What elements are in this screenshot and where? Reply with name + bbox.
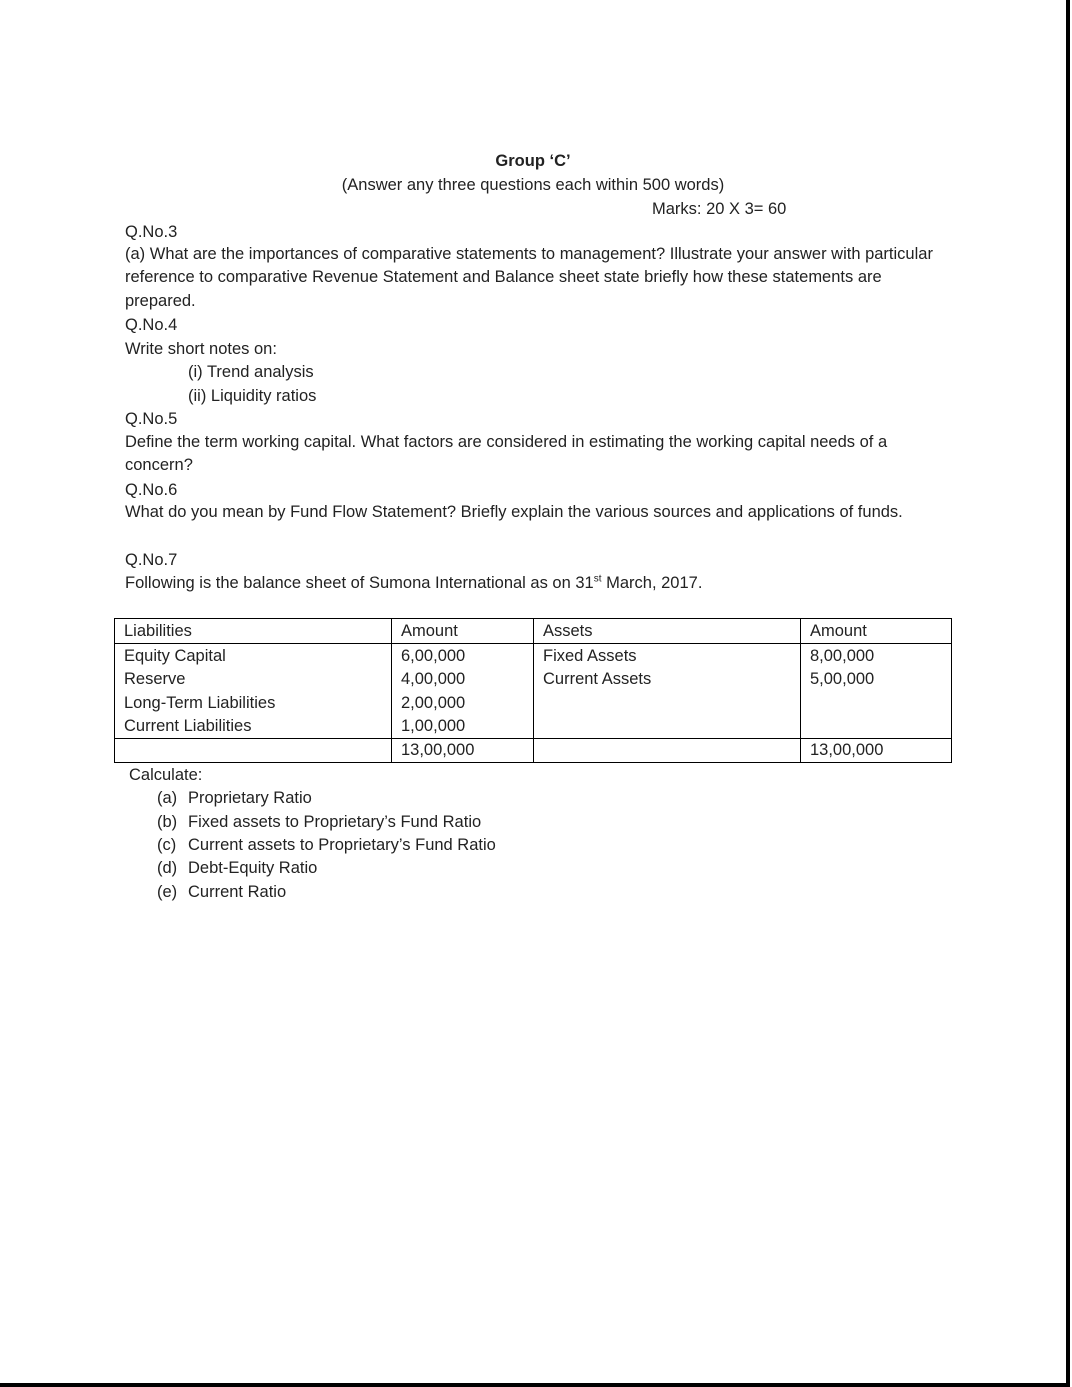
question-text-4: Write short notes on: — [125, 340, 277, 358]
table-body-row — [115, 644, 952, 739]
asset-amount: 8,00,000 — [810, 647, 875, 665]
liability-item: Equity Capital — [124, 647, 226, 665]
question-number-5: Q.No.5 — [125, 410, 178, 428]
question-text-3: (a) What are the importances of comparative statements to management? Illustrate your answer with particular reference to comparative Revenue Statement and Balance sheet state briefly how these statements are prepared. — [125, 245, 933, 310]
liability-amount: 1,00,000 — [401, 716, 466, 735]
calculate-item: (c) Current assets to Proprietary’s Fund Ratio — [157, 836, 496, 854]
instruction: (Answer any three questions each within 500 words) — [341, 176, 725, 194]
total-label-cell — [115, 739, 392, 763]
question-number-3: Q.No.3 — [125, 223, 178, 241]
total-liabilities: 13,00,000 — [392, 739, 534, 763]
asset-amount: 5,00,000 — [810, 670, 875, 689]
balance-sheet-table — [114, 618, 952, 763]
page-border-right — [1066, 0, 1070, 1387]
calculate-item: (d) Debt-Equity Ratio — [157, 859, 318, 877]
question-text-5: Define the term working capital. What factors are considered in estimating the working capital needs of a concern? — [125, 433, 888, 475]
liability-item: Current Liabilities — [124, 716, 252, 735]
note-item: (i) Trend analysis — [188, 363, 314, 381]
header-amount: Amount — [801, 619, 952, 644]
header-assets: Assets — [534, 619, 801, 644]
calculate-label: Calculate: — [129, 766, 203, 784]
note-item: (ii) Liquidity ratios — [188, 387, 317, 405]
table-header-row — [115, 619, 952, 644]
question-text-6: What do you mean by Fund Flow Statement? Briefly explain the various sources and applications of funds. — [125, 503, 903, 521]
assets-cell — [534, 644, 801, 739]
header-liabilities: Liabilities — [115, 619, 392, 644]
liability-amount: 2,00,000 — [401, 693, 466, 712]
liability-item: Reserve — [124, 670, 186, 689]
calculate-item: (e) Current Ratio — [157, 883, 287, 901]
calculate-item: (b) Fixed assets to Proprietary’s Fund Ratio — [157, 813, 482, 831]
marks: Marks: 20 X 3= 60 — [652, 200, 787, 218]
page-border-bottom — [0, 1383, 1070, 1387]
question-number-4: Q.No.4 — [125, 316, 178, 334]
question-number-6: Q.No.6 — [125, 481, 178, 499]
liability-amounts-cell — [392, 644, 534, 739]
question-text-7: Following is the balance sheet of Sumona International as on 31st March, 2017. — [125, 573, 703, 592]
liability-amount: 4,00,000 — [401, 670, 466, 689]
liabilities-cell — [115, 644, 392, 739]
header-amount: Amount — [392, 619, 534, 644]
liability-item: Long-Term Liabilities — [124, 693, 276, 712]
asset-amounts-cell — [801, 644, 952, 739]
question-number-7: Q.No.7 — [125, 551, 178, 569]
total-assets: 13,00,000 — [801, 739, 952, 763]
asset-item: Current Assets — [543, 670, 652, 689]
group-title: Group ‘C’ — [495, 152, 571, 170]
calculate-item: (a) Proprietary Ratio — [157, 789, 312, 807]
asset-item: Fixed Assets — [543, 647, 637, 665]
table-total-row — [115, 739, 952, 763]
liability-amount: 6,00,000 — [401, 647, 466, 665]
total-assets-label-cell — [534, 739, 801, 763]
